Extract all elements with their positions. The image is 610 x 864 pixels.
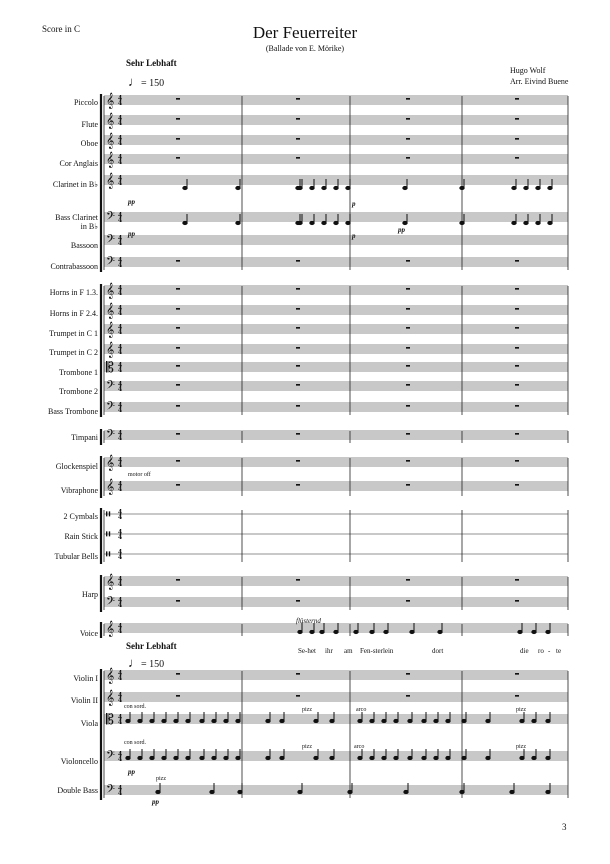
whole-rest xyxy=(406,98,410,100)
clef-icon: 𝄞 xyxy=(106,621,115,637)
time-signature: 4 xyxy=(118,581,123,588)
whole-rest xyxy=(406,460,410,462)
whole-rest xyxy=(515,118,519,120)
whole-rest xyxy=(406,118,410,120)
time-signature: 4 xyxy=(118,381,123,388)
time-signature: 4 xyxy=(118,349,123,356)
time-signature: 4 xyxy=(118,235,123,242)
time-signature: 4 xyxy=(118,628,123,635)
time-signature: 4 xyxy=(118,154,123,161)
composer: Hugo Wolf xyxy=(510,66,546,75)
whole-rest xyxy=(515,138,519,140)
time-signature: 4 xyxy=(118,462,123,469)
con-sord-text: con sord. xyxy=(124,704,146,710)
whole-rest xyxy=(515,157,519,159)
quarter-note-icon: ♩ xyxy=(128,655,141,670)
whole-rest xyxy=(406,288,410,290)
lyric-syllable: am xyxy=(344,647,353,655)
time-signature: 4 xyxy=(118,670,123,677)
lyric-syllable: ihr xyxy=(325,647,333,655)
whole-rest xyxy=(176,405,180,407)
instrument-name: Tubular Bells xyxy=(54,552,98,561)
whole-rest xyxy=(515,327,519,329)
time-signature: 4 xyxy=(118,212,123,219)
time-signature: 4 xyxy=(118,692,123,699)
time-signature: 4 xyxy=(118,217,123,224)
whole-rest xyxy=(296,484,300,486)
note-figures xyxy=(126,179,552,794)
subtitle: (Ballade von E. Mörike) xyxy=(265,44,345,53)
whole-rest xyxy=(406,138,410,140)
whole-rest xyxy=(176,433,180,435)
time-signature: 4 xyxy=(118,457,123,464)
whole-rest xyxy=(406,384,410,386)
instrument-name: 2 Cymbals xyxy=(63,512,98,521)
time-signature: 4 xyxy=(118,714,123,721)
instrument-name: Flute xyxy=(81,120,98,129)
instrument-name: Bassoon xyxy=(70,241,98,250)
time-signature: 4 xyxy=(118,576,123,583)
time-signature: 4 xyxy=(118,435,123,442)
tempo-marking-strings: Sehr Lebhaft xyxy=(126,641,177,651)
time-signature: 4 xyxy=(118,362,123,369)
instrument-name: Horns in F 1.3. xyxy=(49,288,98,297)
whole-rest xyxy=(296,138,300,140)
whole-rest xyxy=(515,695,519,697)
staff-lines xyxy=(104,96,568,794)
lyric-syllable: Fen-sterlein xyxy=(360,647,394,655)
whole-rest xyxy=(406,308,410,310)
whole-rest xyxy=(296,118,300,120)
lyric-syllable: te xyxy=(556,647,562,655)
whole-rest xyxy=(515,260,519,262)
lyric-syllable: die xyxy=(520,647,529,655)
instrument-name: Trombone 2 xyxy=(58,387,98,396)
whole-rest xyxy=(176,327,180,329)
clef-icon: 𝄞 xyxy=(106,455,115,471)
pizz-text: pizz xyxy=(516,707,526,713)
whole-rest xyxy=(515,98,519,100)
clef-icon: 𝄞 xyxy=(106,113,115,129)
instrument-name: Vibraphone xyxy=(60,486,98,495)
whole-rest xyxy=(176,347,180,349)
clef-icon: 𝄡 xyxy=(106,360,114,376)
whole-rest xyxy=(296,579,300,581)
whole-rest xyxy=(176,288,180,290)
clef-icon: 𝄢 xyxy=(106,428,116,444)
time-signature: 4 xyxy=(118,549,123,556)
time-signature: 4 xyxy=(118,367,123,374)
pizz-text: pizz xyxy=(516,744,526,750)
time-signature: 4 xyxy=(118,402,123,409)
lyric-syllable: - xyxy=(548,647,551,655)
instrument-name: Voice xyxy=(79,629,98,638)
instrument-name: Trumpet in C 1 xyxy=(49,329,98,338)
whole-rest xyxy=(176,118,180,120)
time-signature: 4 xyxy=(118,529,123,536)
clef-icon: 𝄞 xyxy=(106,690,115,706)
time-signature: 4 xyxy=(118,290,123,297)
time-signature: 4 xyxy=(118,719,123,726)
whole-rest xyxy=(406,484,410,486)
time-signature: 4 xyxy=(118,324,123,331)
page-number: 3 xyxy=(562,822,567,832)
time-signature: 4 xyxy=(118,344,123,351)
dynamic-pp: pp xyxy=(128,198,135,206)
dynamic-p: p xyxy=(352,232,356,240)
time-signature: 4 xyxy=(118,756,123,763)
time-signature: 4 xyxy=(118,240,123,247)
page-title: Der Feuerreiter xyxy=(252,23,358,42)
whole-rest xyxy=(515,384,519,386)
whole-rest xyxy=(296,98,300,100)
whole-rest xyxy=(406,365,410,367)
whole-rest xyxy=(296,157,300,159)
whole-rest xyxy=(296,288,300,290)
whole-rest xyxy=(406,157,410,159)
clef-icon: 𝄞 xyxy=(106,303,115,319)
pizz-text: pizz xyxy=(302,744,312,750)
clef-icon: 𝄥 xyxy=(106,547,111,563)
dynamic-p: p xyxy=(352,200,356,208)
instrument-name: Violoncello xyxy=(60,757,98,766)
lyric-syllable: Se-het xyxy=(298,647,316,655)
whole-rest xyxy=(296,327,300,329)
instrument-name: Oboe xyxy=(80,139,98,148)
lyric-syllable: dort xyxy=(432,647,444,655)
time-signature: 4 xyxy=(118,486,123,493)
time-signature: 4 xyxy=(118,257,123,264)
instrument-name: Horns in F 2.4. xyxy=(49,309,98,318)
arranger: Arr. Eivind Buene xyxy=(510,77,569,86)
time-signature: 4 xyxy=(118,623,123,630)
time-signature: 4 xyxy=(118,95,123,102)
tempo-marking: Sehr Lebhaft xyxy=(126,58,177,68)
whole-rest xyxy=(296,673,300,675)
whole-rest xyxy=(296,365,300,367)
whole-rest xyxy=(406,405,410,407)
time-signature: 4 xyxy=(118,386,123,393)
whole-rest xyxy=(176,260,180,262)
whole-rest xyxy=(406,600,410,602)
instrument-name: Clarinet in B♭ xyxy=(52,180,98,189)
whole-rest xyxy=(515,433,519,435)
clef-icon: 𝄥 xyxy=(106,527,111,543)
time-signature: 4 xyxy=(118,115,123,122)
clef-icon: 𝄢 xyxy=(106,255,116,271)
time-signature: 4 xyxy=(118,120,123,127)
time-signature: 4 xyxy=(118,514,123,521)
instrument-name: Timpani xyxy=(71,433,98,442)
clef-icon: 𝄞 xyxy=(106,283,115,299)
clef-icon: 𝄞 xyxy=(106,322,115,338)
whole-rest xyxy=(176,579,180,581)
clefs xyxy=(106,93,122,799)
time-signature: 4 xyxy=(118,140,123,147)
time-signature: 4 xyxy=(118,481,123,488)
whole-rest xyxy=(296,433,300,435)
dynamic-pp: pp xyxy=(398,226,405,234)
time-signature: 4 xyxy=(118,554,123,561)
arco-text: arco xyxy=(356,707,367,713)
time-signature: 4 xyxy=(118,305,123,312)
clef-icon: 𝄢 xyxy=(106,400,116,416)
time-signature: 4 xyxy=(118,697,123,704)
whole-rest xyxy=(176,98,180,100)
whole-rest xyxy=(406,260,410,262)
time-signature: 4 xyxy=(118,100,123,107)
dynamic-pp: pp xyxy=(128,768,135,776)
clef-icon: 𝄞 xyxy=(106,668,115,684)
time-signature: 4 xyxy=(118,135,123,142)
clef-icon: 𝄢 xyxy=(106,379,116,395)
whole-rest xyxy=(296,384,300,386)
whole-rest xyxy=(515,579,519,581)
lyric-syllable: ro xyxy=(538,647,544,655)
whole-rest xyxy=(176,460,180,462)
instrument-name: Double Bass xyxy=(57,786,98,795)
pizz-text: pizz xyxy=(302,707,312,713)
time-signature: 4 xyxy=(118,751,123,758)
whole-rest xyxy=(515,460,519,462)
whole-rest xyxy=(515,600,519,602)
time-signature: 4 xyxy=(118,790,123,797)
instrument-name: Contrabassoon xyxy=(50,262,98,271)
whole-rest xyxy=(406,327,410,329)
clef-icon: 𝄢 xyxy=(106,210,116,226)
time-signature: 4 xyxy=(118,675,123,682)
whole-rest xyxy=(176,308,180,310)
instrument-name: in B♭ xyxy=(80,222,98,231)
clef-icon: 𝄞 xyxy=(106,152,115,168)
clef-icon: 𝄞 xyxy=(106,574,115,590)
whole-rest xyxy=(176,484,180,486)
clef-icon: 𝄞 xyxy=(106,133,115,149)
whole-rest xyxy=(296,347,300,349)
whole-rest xyxy=(296,260,300,262)
whole-rest xyxy=(515,405,519,407)
whole-rest xyxy=(515,288,519,290)
whole-rest xyxy=(296,308,300,310)
instrument-name: Rain Stick xyxy=(64,532,98,541)
whole-rest xyxy=(296,405,300,407)
whole-rest xyxy=(176,673,180,675)
instrument-name: Cor Anglais xyxy=(59,159,98,168)
clef-icon: 𝄞 xyxy=(106,342,115,358)
whole-rest xyxy=(176,384,180,386)
time-signature: 4 xyxy=(118,159,123,166)
instrument-name: Trumpet in C 2 xyxy=(49,348,98,357)
time-signature: 4 xyxy=(118,597,123,604)
time-signature: 4 xyxy=(118,509,123,516)
time-signature: 4 xyxy=(118,180,123,187)
clef-icon: 𝄢 xyxy=(106,233,116,249)
time-signature: 4 xyxy=(118,407,123,414)
clef-icon: 𝄢 xyxy=(106,783,116,799)
time-signature: 4 xyxy=(118,175,123,182)
instrument-name: Bass Clarinet xyxy=(55,213,98,222)
whole-rest xyxy=(176,138,180,140)
whole-rest xyxy=(406,433,410,435)
clef-icon: 𝄞 xyxy=(106,93,115,109)
instrument-name: Bass Trombone xyxy=(47,407,98,416)
instrument-name: Glockenspiel xyxy=(55,462,98,471)
whole-rest xyxy=(515,365,519,367)
whole-rest xyxy=(176,600,180,602)
whole-rest xyxy=(515,484,519,486)
barlines xyxy=(104,96,568,798)
instrument-name: Viola xyxy=(80,719,98,728)
whole-rest xyxy=(406,695,410,697)
whole-rest xyxy=(296,695,300,697)
whole-rest xyxy=(406,347,410,349)
time-signature: 4 xyxy=(118,785,123,792)
whole-rest xyxy=(515,673,519,675)
metronome-value: = 150 xyxy=(141,78,165,89)
arco-text: arco xyxy=(354,744,365,750)
expression-flusternd: flüsternd xyxy=(296,617,321,625)
whole-rest xyxy=(406,579,410,581)
instrument-name: Piccolo xyxy=(74,98,98,107)
whole-rest xyxy=(515,347,519,349)
time-signature: 4 xyxy=(118,329,123,336)
clef-icon: 𝄞 xyxy=(106,173,115,189)
clef-icon: 𝄢 xyxy=(106,749,116,765)
whole-rest xyxy=(296,460,300,462)
clef-icon: 𝄢 xyxy=(106,595,116,611)
time-signature: 4 xyxy=(118,262,123,269)
time-signature: 4 xyxy=(118,310,123,317)
metronome-value: = 150 xyxy=(141,659,165,670)
time-signature: 4 xyxy=(118,534,123,541)
time-signature: 4 xyxy=(118,602,123,609)
dynamic-pp: pp xyxy=(128,230,135,238)
instrument-name: Violin I xyxy=(73,674,98,683)
whole-rest xyxy=(515,308,519,310)
con-sord-text: con sord. xyxy=(124,740,146,746)
clef-icon: 𝄡 xyxy=(106,712,114,728)
score-label: Score in C xyxy=(42,24,80,34)
dynamic-pp: pp xyxy=(152,798,159,806)
whole-rest xyxy=(176,695,180,697)
instrument-name: Harp xyxy=(82,590,98,599)
time-signature: 4 xyxy=(118,430,123,437)
whole-rest xyxy=(176,157,180,159)
whole-rest xyxy=(406,673,410,675)
clef-icon: 𝄥 xyxy=(106,507,111,523)
instrument-name: Violin II xyxy=(70,696,98,705)
whole-rest xyxy=(176,365,180,367)
time-signature: 4 xyxy=(118,285,123,292)
motor-off-text: motor off xyxy=(128,472,151,478)
quarter-note-icon: ♩ xyxy=(128,74,141,89)
pizz-text: pizz xyxy=(156,776,166,782)
whole-rest xyxy=(296,600,300,602)
instrument-name: Trombone 1 xyxy=(58,368,98,377)
clef-icon: 𝄞 xyxy=(106,479,115,495)
